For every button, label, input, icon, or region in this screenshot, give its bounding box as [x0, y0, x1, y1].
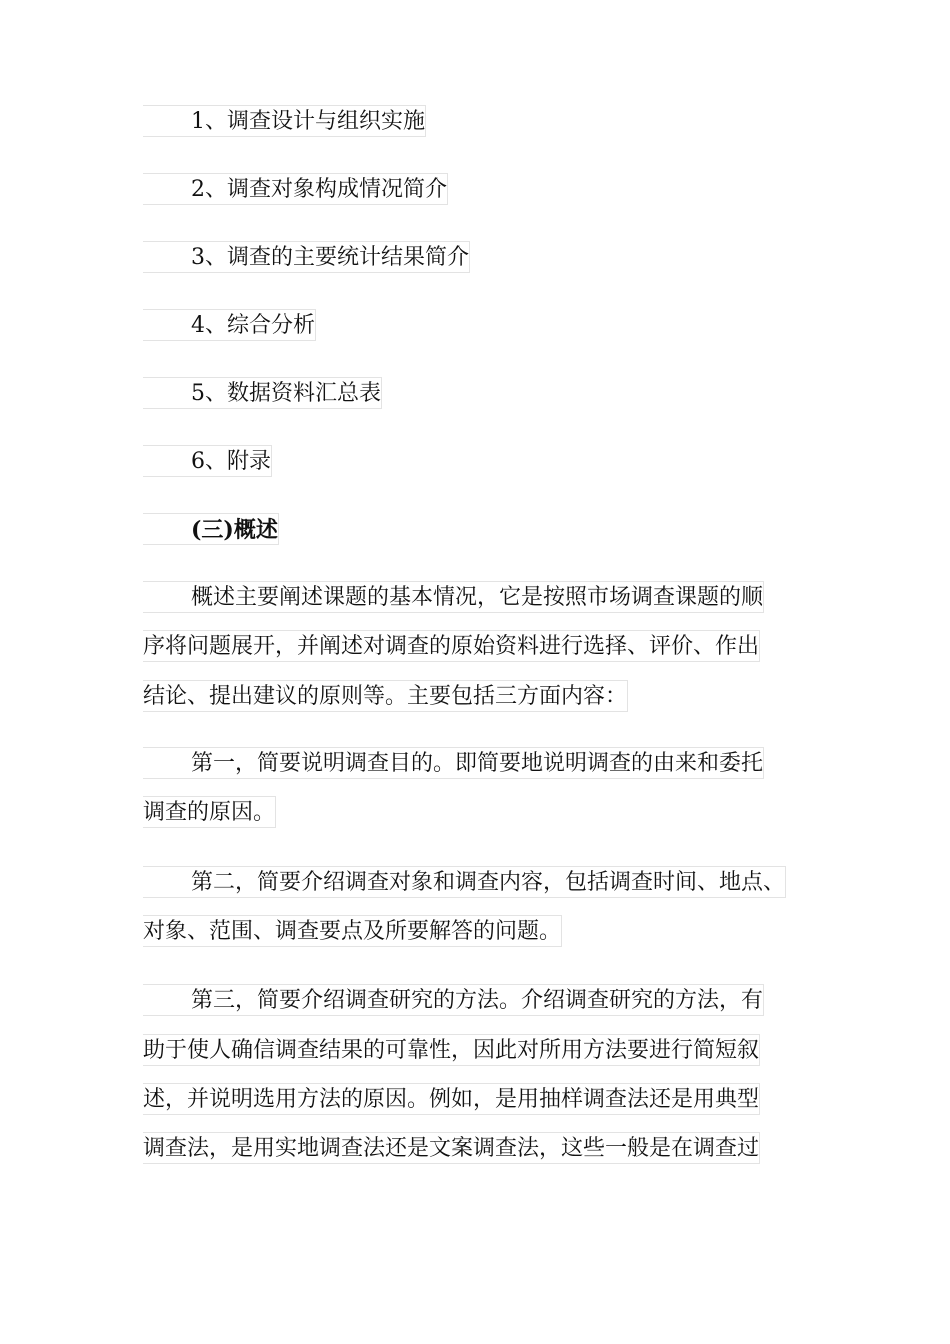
- section-heading: (三)概述: [143, 513, 279, 545]
- paragraph-4-line-4: 调查法，是用实地调查法还是文案调查法，这些一般是在调查过: [143, 1132, 760, 1164]
- paragraph-1-line-2: 序将问题展开，并阐述对调查的原始资料进行选择、评价、作出: [143, 630, 760, 662]
- paragraph-3-line-1: 第二，简要介绍调查对象和调查内容，包括调查时间、地点、: [143, 866, 786, 898]
- toc-item-3: 3、调查的主要统计结果简介: [143, 241, 470, 273]
- toc-item-4: 4、综合分析: [143, 309, 316, 341]
- toc-item-1: 1、调查设计与组织实施: [143, 105, 426, 137]
- paragraph-4-line-3: 述，并说明选用方法的原因。例如，是用抽样调查法还是用典型: [143, 1083, 760, 1115]
- paragraph-4-line-2: 助于使人确信调查结果的可靠性，因此对所用方法要进行简短叙: [143, 1034, 760, 1066]
- toc-item-5: 5、数据资料汇总表: [143, 377, 382, 409]
- paragraph-3-line-2: 对象、范围、调查要点及所要解答的问题。: [143, 915, 562, 947]
- paragraph-1-line-1: 概述主要阐述课题的基本情况，它是按照市场调查课题的顺: [143, 581, 764, 613]
- toc-item-2: 2、调查对象构成情况简介: [143, 173, 448, 205]
- toc-item-6: 6、附录: [143, 445, 272, 477]
- paragraph-2-line-2: 调查的原因。: [143, 796, 276, 828]
- paragraph-1-line-3: 结论、提出建议的原则等。主要包括三方面内容：: [143, 680, 628, 712]
- paragraph-4-line-1: 第三，简要介绍调查研究的方法。介绍调查研究的方法，有: [143, 984, 764, 1016]
- paragraph-2-line-1: 第一，简要说明调查目的。即简要地说明调查的由来和委托: [143, 747, 764, 779]
